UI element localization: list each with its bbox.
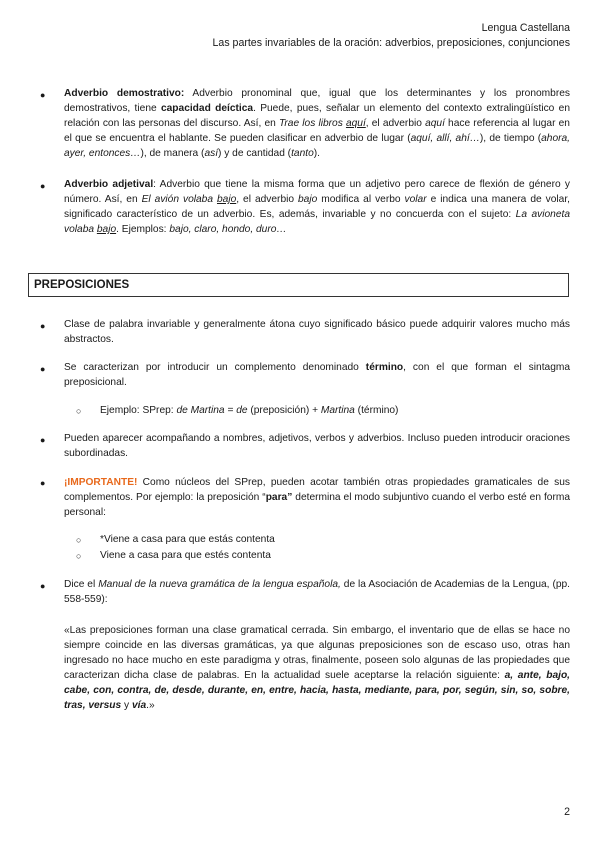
text: de la Asociación de Academias de la Lengua, (pp. 558-559): xyxy=(64,579,570,605)
section-title: PREPOSICIONES xyxy=(28,273,569,297)
text: Se caracterizan por introducir un complemento denominado xyxy=(64,362,366,373)
circle-bullet-icon: ○ xyxy=(76,535,82,545)
text: , el adverbio xyxy=(236,194,299,205)
text: .» xyxy=(146,700,155,711)
text: (término) xyxy=(354,405,399,416)
example-underlined: aquí xyxy=(345,118,366,129)
example-correct: Viene a casa para que estés contenta xyxy=(100,550,271,561)
text: Como núcleos del SPrep, pueden acotar también otras propiedades gramaticales de sus complementos. Por ejemplo: la preposición “ xyxy=(64,477,570,503)
important-highlight: ¡IMPORTANTE! xyxy=(64,477,138,488)
example-incorrect: *Viene a casa para que estás contenta xyxy=(100,534,275,545)
bullet-icon: ● xyxy=(40,435,46,445)
example: así xyxy=(204,148,219,159)
text: Dice el xyxy=(64,579,99,590)
term: Adverbio demostrativo: xyxy=(64,88,185,99)
page-number: 2 xyxy=(564,806,570,818)
text: e indica una manera de volar, significado característico de un adverbio. Es, además, invariable y no concuerda con el sujeto: xyxy=(64,194,570,220)
example: bajo, claro, hondo, duro… xyxy=(169,224,287,235)
bold-text: capacidad deíctica xyxy=(160,103,254,114)
preposiciones-importante xyxy=(64,475,570,520)
text: . Puede, pues, señalar un elemento del contexto extralingüístico en relación con las personas del discurso. Así, en xyxy=(64,103,570,129)
bullet-icon: ● xyxy=(40,478,46,488)
bullet-icon: ● xyxy=(40,90,46,100)
example-underlined: bajo xyxy=(216,194,237,205)
preposition-list: a, ante, bajo, cabe, con, contra, de, desde, durante, en, entre, hacia, hasta, mediante, para, por, según, sin, so, sobre, tras, versus xyxy=(64,670,570,711)
preposition-list: vía xyxy=(131,700,147,711)
adverbio-demostrativo-paragraph xyxy=(64,86,570,161)
text: determina el modo subjuntivo cuando el verbo esté en forma personal: xyxy=(64,492,571,518)
bold-text: término xyxy=(365,362,404,373)
text: ) y de cantidad ( xyxy=(218,148,292,159)
term: Adverbio adjetival xyxy=(64,179,154,190)
example: La avioneta volaba xyxy=(64,209,570,235)
text: , el adverbio xyxy=(365,118,426,129)
bold-text: para” xyxy=(265,492,293,503)
bullet-icon: ● xyxy=(40,364,46,374)
page-header xyxy=(213,21,570,51)
text: : Adverbio que tiene la misma forma que un adjetivo pero carece de flexión de género y número. Así, en xyxy=(64,179,570,205)
manual-citation xyxy=(64,577,570,607)
text: Adverbio pronominal que, igual que los determinantes y los pronombres demostrativos, tiene xyxy=(64,88,570,114)
header-topic: Las partes invariables de la oración: adverbios, preposiciones, conjunciones xyxy=(212,37,570,49)
text: . Ejemplos: xyxy=(116,224,170,235)
example: Trae los libros xyxy=(278,118,346,129)
text: Ejemplo: SPrep: xyxy=(100,405,177,416)
example: aquí xyxy=(425,118,445,129)
text: (preposición) + xyxy=(247,405,321,416)
bullet-icon: ● xyxy=(40,181,46,191)
preposiciones-acompanan: Pueden aparecer acompañando a nombres, adjetivos, verbos y adverbios. Incluso pueden introducir oraciones subordinadas. xyxy=(64,433,570,459)
example: ahora, ayer, entonces… xyxy=(64,133,570,159)
text: ), de tiempo ( xyxy=(479,133,542,144)
adverbio-adjetival-paragraph xyxy=(64,177,570,237)
text: «Las preposiciones forman una clase gramatical cerrada. Sin embargo, el inventario que de ellas se hace no siempre coincide en las diversas gramáticas, ya que algunas preposiciones son de escaso uso, otras han ingresado no hace mucho en este paradigma y otras, finalmente, poseen solo algunas de las propiedades que caracterizan dicha clase de palabras. En la actualidad suele aceptarse la relación siguiente: xyxy=(64,625,570,681)
quotation xyxy=(64,623,570,713)
example: Martina xyxy=(320,405,355,416)
example-sprep xyxy=(100,403,570,418)
text: y xyxy=(121,700,132,711)
text: ). xyxy=(313,148,320,159)
circle-bullet-icon: ○ xyxy=(76,551,82,561)
bullet-icon: ● xyxy=(40,321,46,331)
header-course: Lengua Castellana xyxy=(481,22,570,34)
example: tanto xyxy=(291,148,314,159)
text: modifica al verbo xyxy=(317,194,405,205)
preposiciones-definition: Clase de palabra invariable y generalmente átona cuyo significado básico puede adquirir valores mucho más abstractos. xyxy=(64,319,570,345)
bullet-icon: ● xyxy=(40,581,46,591)
book-title: Manual de la nueva gramática de la lengua española, xyxy=(98,579,341,590)
example: bajo xyxy=(298,194,318,205)
text: ), de manera ( xyxy=(140,148,205,159)
example: El avión volaba xyxy=(141,194,217,205)
circle-bullet-icon: ○ xyxy=(76,406,82,416)
example-underlined: bajo xyxy=(96,224,117,235)
example: de Martina = de xyxy=(176,405,248,416)
text: hace referencia al lugar en el que se encuentra el hablante. Se pueden clasificar en adverbio de lugar ( xyxy=(64,118,570,144)
text: , con el que forman el sintagma preposicional. xyxy=(64,362,571,388)
preposiciones-termino xyxy=(64,360,570,390)
example: aquí, allí, ahí… xyxy=(410,133,480,144)
example: volar xyxy=(404,194,427,205)
